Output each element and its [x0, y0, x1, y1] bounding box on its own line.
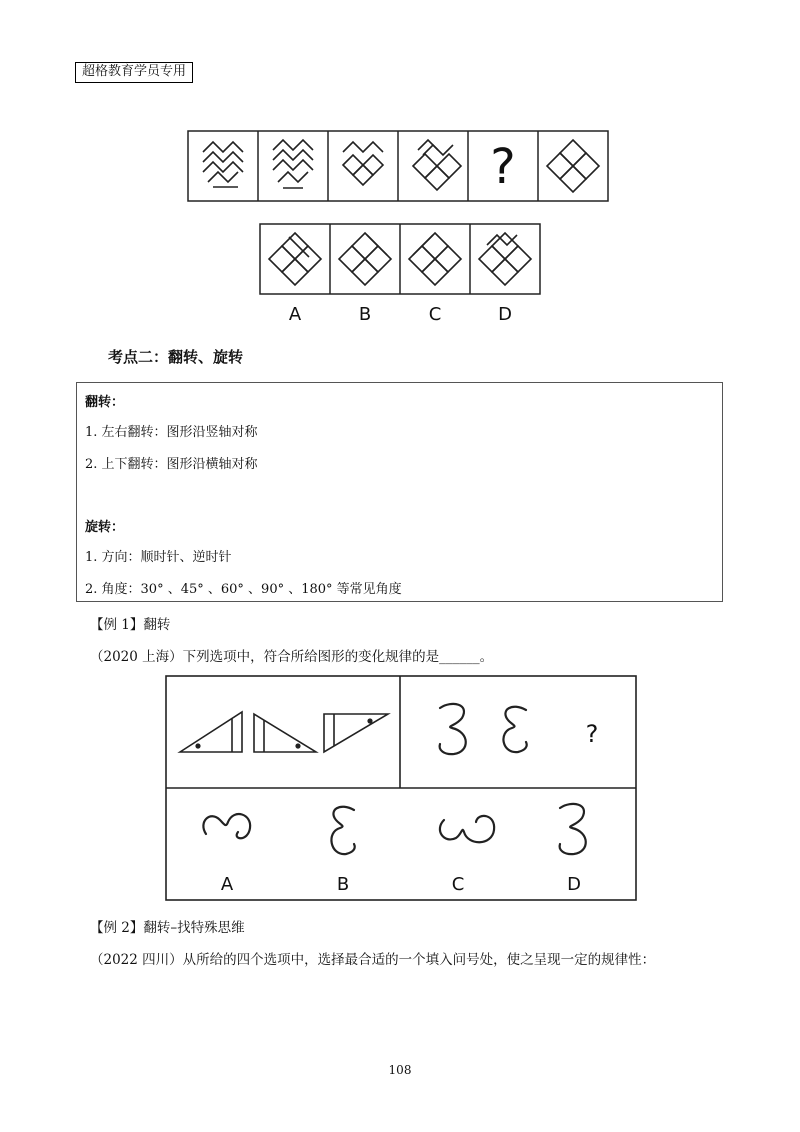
flip-item-2: 2. 上下翻转：图形沿横轴对称 — [85, 457, 258, 472]
header-stamp: 超格教育学员专用 — [75, 62, 193, 83]
options-row — [260, 224, 540, 325]
sequence-question-mark: ? — [490, 139, 516, 195]
example2-label: 【例 2】翻转–找特殊思维 — [90, 920, 245, 936]
sequence-cell-6 — [547, 140, 599, 192]
example1-question: （2020 上海）下列选项中，符合所给图形的变化规律的是______。 — [90, 649, 494, 665]
notes-box — [76, 382, 723, 602]
option-b-figure[interactable] — [339, 233, 391, 285]
example1-option-b-figure[interactable] — [331, 807, 354, 854]
sequence-cell-1 — [203, 142, 243, 187]
sequence-row — [188, 131, 608, 201]
example1-question-mark: ? — [585, 720, 599, 748]
triangle-1 — [180, 712, 242, 752]
rotate-heading: 旋转： — [85, 520, 125, 535]
example2-question: （2022 四川）从所给的四个选项中，选择最合适的一个填入问号处，使之呈现一定的规律性： — [90, 952, 656, 968]
triangle-2 — [254, 714, 316, 752]
rotate-item-1: 1. 方向：顺时针、逆时针 — [85, 550, 232, 565]
rotate-item-2: 2. 角度：30° 、45° 、60° 、90° 、180° 等常见角度 — [85, 582, 402, 597]
option-d-figure[interactable] — [479, 233, 531, 285]
option-a-figure[interactable] — [269, 233, 321, 285]
section-title: 考点二：翻转、旋转 — [108, 348, 244, 366]
example1-label: 【例 1】翻转 — [90, 617, 171, 633]
option-a-label: A — [288, 304, 302, 325]
option-c-label: C — [428, 304, 442, 325]
example1-option-a-figure[interactable] — [203, 814, 250, 838]
example1-option-c-figure[interactable] — [440, 816, 494, 842]
flip-heading: 翻转： — [85, 395, 125, 410]
example1-figure — [0, 670, 800, 910]
sequence-cell-4 — [413, 140, 461, 190]
example1-option-a-label: A — [220, 874, 234, 895]
page-number: 108 — [388, 1063, 412, 1077]
option-d-label: D — [498, 304, 512, 325]
flip-item-1: 1. 左右翻转：图形沿竖轴对称 — [85, 425, 258, 440]
triangle-3 — [324, 714, 388, 752]
example1-option-c-label: C — [451, 874, 465, 895]
curl-shape-2 — [503, 707, 526, 752]
example1-option-d-figure[interactable] — [560, 804, 586, 854]
sequence-cell-2 — [273, 140, 313, 188]
example1-option-d-label: D — [567, 874, 581, 895]
option-b-label: B — [358, 304, 372, 325]
sequence-cell-3 — [343, 142, 383, 185]
curl-shape-1 — [440, 704, 466, 754]
option-c-figure[interactable] — [409, 233, 461, 285]
puzzle1-figure — [0, 0, 800, 330]
example1-option-b-label: B — [336, 874, 350, 895]
